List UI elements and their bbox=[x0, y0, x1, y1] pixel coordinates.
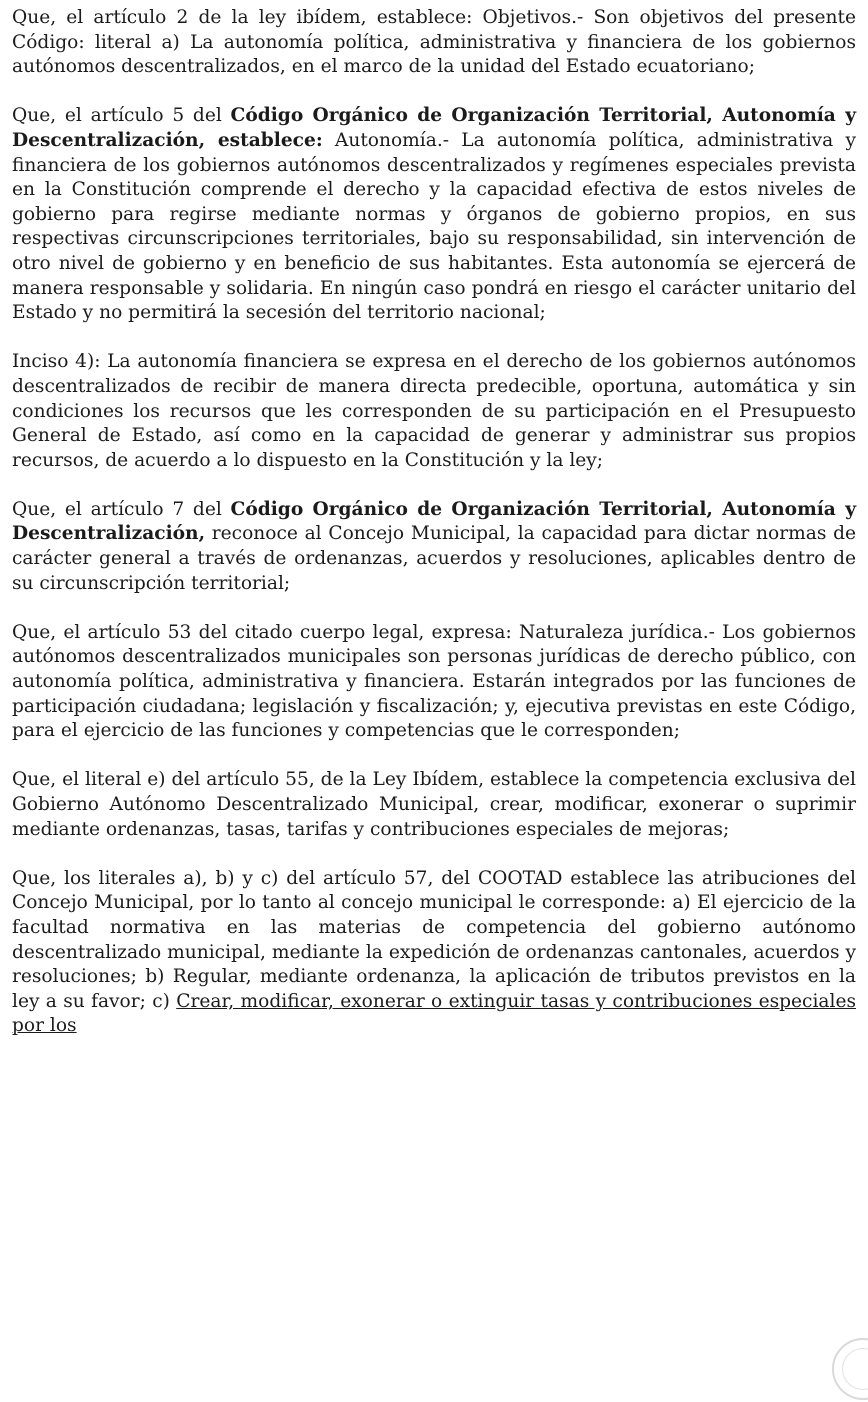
paragraph-articulo-2: Que, el artículo 2 de la ley ibídem, establece: Objetivos.- Son objetivos del presente Código: literal a) La autonomía política, administrativa y financiera de los gobiernos autónomos descentralizados, en el marco de la unidad del Estado ecuatoriano; bbox=[12, 7, 856, 78]
paragraph-inciso-4: Inciso 4): La autonomía financiera se expresa en el derecho de los gobiernos autónomos descentralizados de recibir de manera directa predecible, oportuna, automática y sin condiciones los recursos que les corresponden de su participación en el Presupuesto General de Estado, así como en la capacidad de generar y administrar sus propios recursos, de acuerdo a lo dispuesto en la Constitución y la ley; bbox=[12, 351, 856, 471]
paragraph-articulo-7 bbox=[12, 498, 856, 596]
paragraph-articulo-55: Que, el literal e) del artículo 55, de la Ley Ibídem, establece la competencia exclusiva del Gobierno Autónomo Descentralizado Municipal, crear, modificar, exonerar o suprimir mediante ordenanzas, tasas, tarifas y contribuciones especiales de mejoras; bbox=[12, 769, 856, 840]
code-name-bold: Código Orgánico de Organización Territorial, Autonomía y Descentralización, bbox=[12, 498, 856, 545]
paragraph-body-text: Autonomía.- La autonomía política, administrativa y financiera de los gobiernos autónomos descentralizados y regímenes especiales prevista en la Constitución comprende el derecho y la capacidad efectiva de estos niveles de gobierno para regirse mediante normas y órganos de gobierno propios, en sus respectivas circunscripciones territoriales, bajo su responsabilidad, sin intervención de otro nivel de gobierno y en beneficio de sus habitantes. Esta autonomía se ejercerá de manera responsable y solidaria. En ningún caso pondrá en riesgo el carácter unitario del Estado y no permitirá la secesión del territorio nacional; bbox=[12, 129, 857, 324]
paragraph-articulo-57 bbox=[12, 867, 856, 1039]
paragraph-articulo-5 bbox=[12, 104, 856, 325]
paragraph-lead-text: Que, el artículo 5 del bbox=[12, 105, 231, 127]
underlined-text: Crear, modificar, exonerar o extinguir tasas y contribuciones especiales por los bbox=[12, 990, 856, 1037]
code-name-bold: Código Orgánico de Organización Territorial, Autonomía y Descentralización, establece: bbox=[12, 105, 856, 151]
paragraph-lead-text: Que, el artículo 7 del bbox=[12, 498, 231, 520]
paragraph-articulo-53: Que, el artículo 53 del citado cuerpo legal, expresa: Naturaleza jurídica.- Los gobiernos autónomos descentralizados municipales son personas jurídicas de derecho público, con autonomía política, administrativa y financiera. Estarán integrados por las funciones de participación ciudadana; legislación y fiscalización; y, ejecutiva previstas en este Código, para el ejercicio de las funciones y competencias que le corresponden; bbox=[12, 621, 856, 742]
paragraph-body-text: reconoce al Concejo Municipal, la capacidad para dictar normas de carácter general a través de ordenanzas, acuerdos y resoluciones, aplicables dentro de su circunscripción territorial; bbox=[12, 523, 856, 594]
paragraph-body-text: Que, los literales a), b) y c) del artículo 57, del COOTAD establece las atribuciones del Concejo Municipal, por lo tanto al concejo municipal le corresponde: a) El ejercicio de la facultad normativa en las materias de competencia del gobierno autónomo descentralizado municipal, mediante la expedición de ordenanzas cantonales, acuerdos y resoluciones; b) Regular, mediante ordenanza, la aplicación de tributos previstos en la ley a su favor; c) bbox=[12, 867, 856, 1012]
